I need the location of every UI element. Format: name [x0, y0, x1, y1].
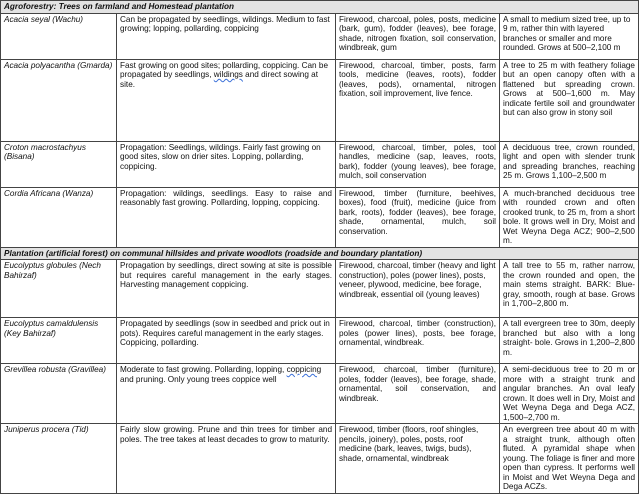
uses-cell: Firewood, charcoal, timber, posts, farm tools, medicine (leaves, roots), fodder (leaves, pods), ornamental, nitrogen fixation, soil improvement, live fence.	[336, 59, 500, 141]
propagation-cell	[117, 364, 336, 424]
propagation-cell: Propagation: Seedlings, wildings. Fairly fast growing on good sites, slow on drier sites. Lopping, pollarding, coppicing.	[117, 141, 336, 187]
section-header-row	[1, 1, 639, 14]
table-row	[1, 424, 639, 494]
section-heading: Agroforestry: Trees on farmland and Homestead plantation	[1, 1, 639, 14]
propagation-text: and pruning. Only young trees coppice well	[120, 374, 277, 384]
species-cell: Eucolyptus globules (Nech Bahirzaf)	[1, 260, 117, 318]
propagation-text: and direct sowing at site.	[120, 70, 319, 89]
uses-cell: Firewood, timber (furniture, beehives, boxes), food (fruit), medicine (juice from bark, roots), fodder (leaves), bee forage, shade, ornamental, mulch, soil conservation.	[336, 187, 500, 247]
uses-cell: Firewood, timber (floors, roof shingles, pencils, joinery), poles, posts, roof medicine (bark, leaves, twigs, buds), shade, ornamental, windbreak	[336, 424, 500, 494]
species-cell: Juniperus procera (Tid)	[1, 424, 117, 494]
propagation-cell	[117, 59, 336, 141]
section-header-row	[1, 247, 639, 260]
spellcheck-flagged-word: coppicing	[286, 365, 322, 374]
description-cell: A deciduous tree, crown rounded, light and open with slender trunk and spreading branches, reaching 25 m. Grows 1,100–2,500 m	[500, 141, 639, 187]
species-cell: Acacia polyacantha (Gmarda)	[1, 59, 117, 141]
species-cell: Croton macrostachyus (Bisana)	[1, 141, 117, 187]
uses-cell: Firewood, charcoal, timber (heavy and light construction), poles (power lines), posts, veneer, plywood, medicine, bee forage, windbreak, essential oil (young leaves)	[336, 260, 500, 318]
description-cell: A tall evergreen tree to 30m, deeply branched but also with a long straight- bole. Grows in 1,200–2,800 m.	[500, 318, 639, 364]
table-row	[1, 260, 639, 318]
propagation-cell: Propagation: wildings, seedlings. Easy to raise and reasonably fast growing. Pollarding, lopping, coppicing.	[117, 187, 336, 247]
description-cell: A tree to 25 m with feathery foliage but an open canopy often with a flattened but spreading crown. Grows at 500–1,600 m. May indicate fertile soil and groundwater but can also grow in stony soil	[500, 59, 639, 141]
propagation-cell: Propagated by seedlings (sow in seedbed and prick out in pots). Requires careful management in the early stages. Coppicing, pollarding.	[117, 318, 336, 364]
uses-cell: Firewood, charcoal, poles, posts, medicine (bark, gum), fodder (leaves), bee forage, shade, nitrogen fixation, soil conservation, windbreak, gum	[336, 13, 500, 59]
propagation-cell: Fairly slow growing. Prune and thin trees for timber and poles. The tree takes at least decades to grow to maturity.	[117, 424, 336, 494]
description-cell: A small to medium sized tree, up to 9 m, rather thin with layered branches or smaller and more rounded. Grows at 500–2,100 m	[500, 13, 639, 59]
description-cell: An evergreen tree about 40 m with a straight trunk, although often fluted. A pyramidal shape when young. The foliage is finer and more open than cypress. It performs well in Moist and Wet Weyna Dega and Dega ACZs.	[500, 424, 639, 494]
uses-cell: Firewood, charcoal, timber (furniture), poles, fodder (leaves), bee forage, shade, ornamental, soil conservation, and windbreak.	[336, 364, 500, 424]
species-cell: Acacia seyal (Wachu)	[1, 13, 117, 59]
table-row	[1, 364, 639, 424]
uses-cell: Firewood, charcoal, timber, poles, tool handles, medicine (sap, leaves, roots, bark), fodder (young leaves), bee forage, mulch, soil conservation	[336, 141, 500, 187]
propagation-text: Fast growing on good sites; pollarding, coppicing. Can be propagated by seedlings,	[120, 60, 328, 79]
uses-cell: Firewood, charcoal, timber (construction), poles (power lines), posts, bee forage, ornamental, windbreak.	[336, 318, 500, 364]
description-cell: A semi-deciduous tree to 20 m or more with a straight trunk and angular branches. An oval leafy crown. It does well in Dry, Moist and Wet Weyna Dega and Dega ACZ, 1,500–2,700 m.	[500, 364, 639, 424]
table-row	[1, 13, 639, 59]
propagation-text: Moderate to fast growing. Pollarding, lopping,	[120, 365, 287, 374]
species-cell: Grevillea robusta (Gravillea)	[1, 364, 117, 424]
propagation-cell: Propagation by seedlings, direct sowing at site is possible but requires careful management in the early stages. Harvesting management coppicing.	[117, 260, 336, 318]
table-row	[1, 318, 639, 364]
propagation-cell: Can be propagated by seedlings, wildings. Medium to fast growing; lopping, pollarding, coppicing	[117, 13, 336, 59]
species-cell: Eucolyptus camaldulensis (Key Bahirzaf)	[1, 318, 117, 364]
description-cell: A much-branched deciduous tree with rounded crown and often crooked trunk, to 25 m, from a short bole. It grows well in Dry, Moist and Wet Weyna Dega ACZ; 900–2,500 m.	[500, 187, 639, 247]
table-row	[1, 187, 639, 247]
description-cell: A tall tree to 55 m, rather narrow, the crown rounded and open, the main stems straight. BARK: Blue-gray, smooth, rough at base. Grows in 1,700–2,800 m.	[500, 260, 639, 318]
table-row	[1, 141, 639, 187]
table-row	[1, 59, 639, 141]
species-cell: Cordia Africana (Wanza)	[1, 187, 117, 247]
section-heading: Plantation (artificial forest) on communal hillsides and private woodlots (roadside and boundary plantation)	[1, 247, 639, 260]
spellcheck-flagged-word: wildings	[213, 70, 243, 79]
